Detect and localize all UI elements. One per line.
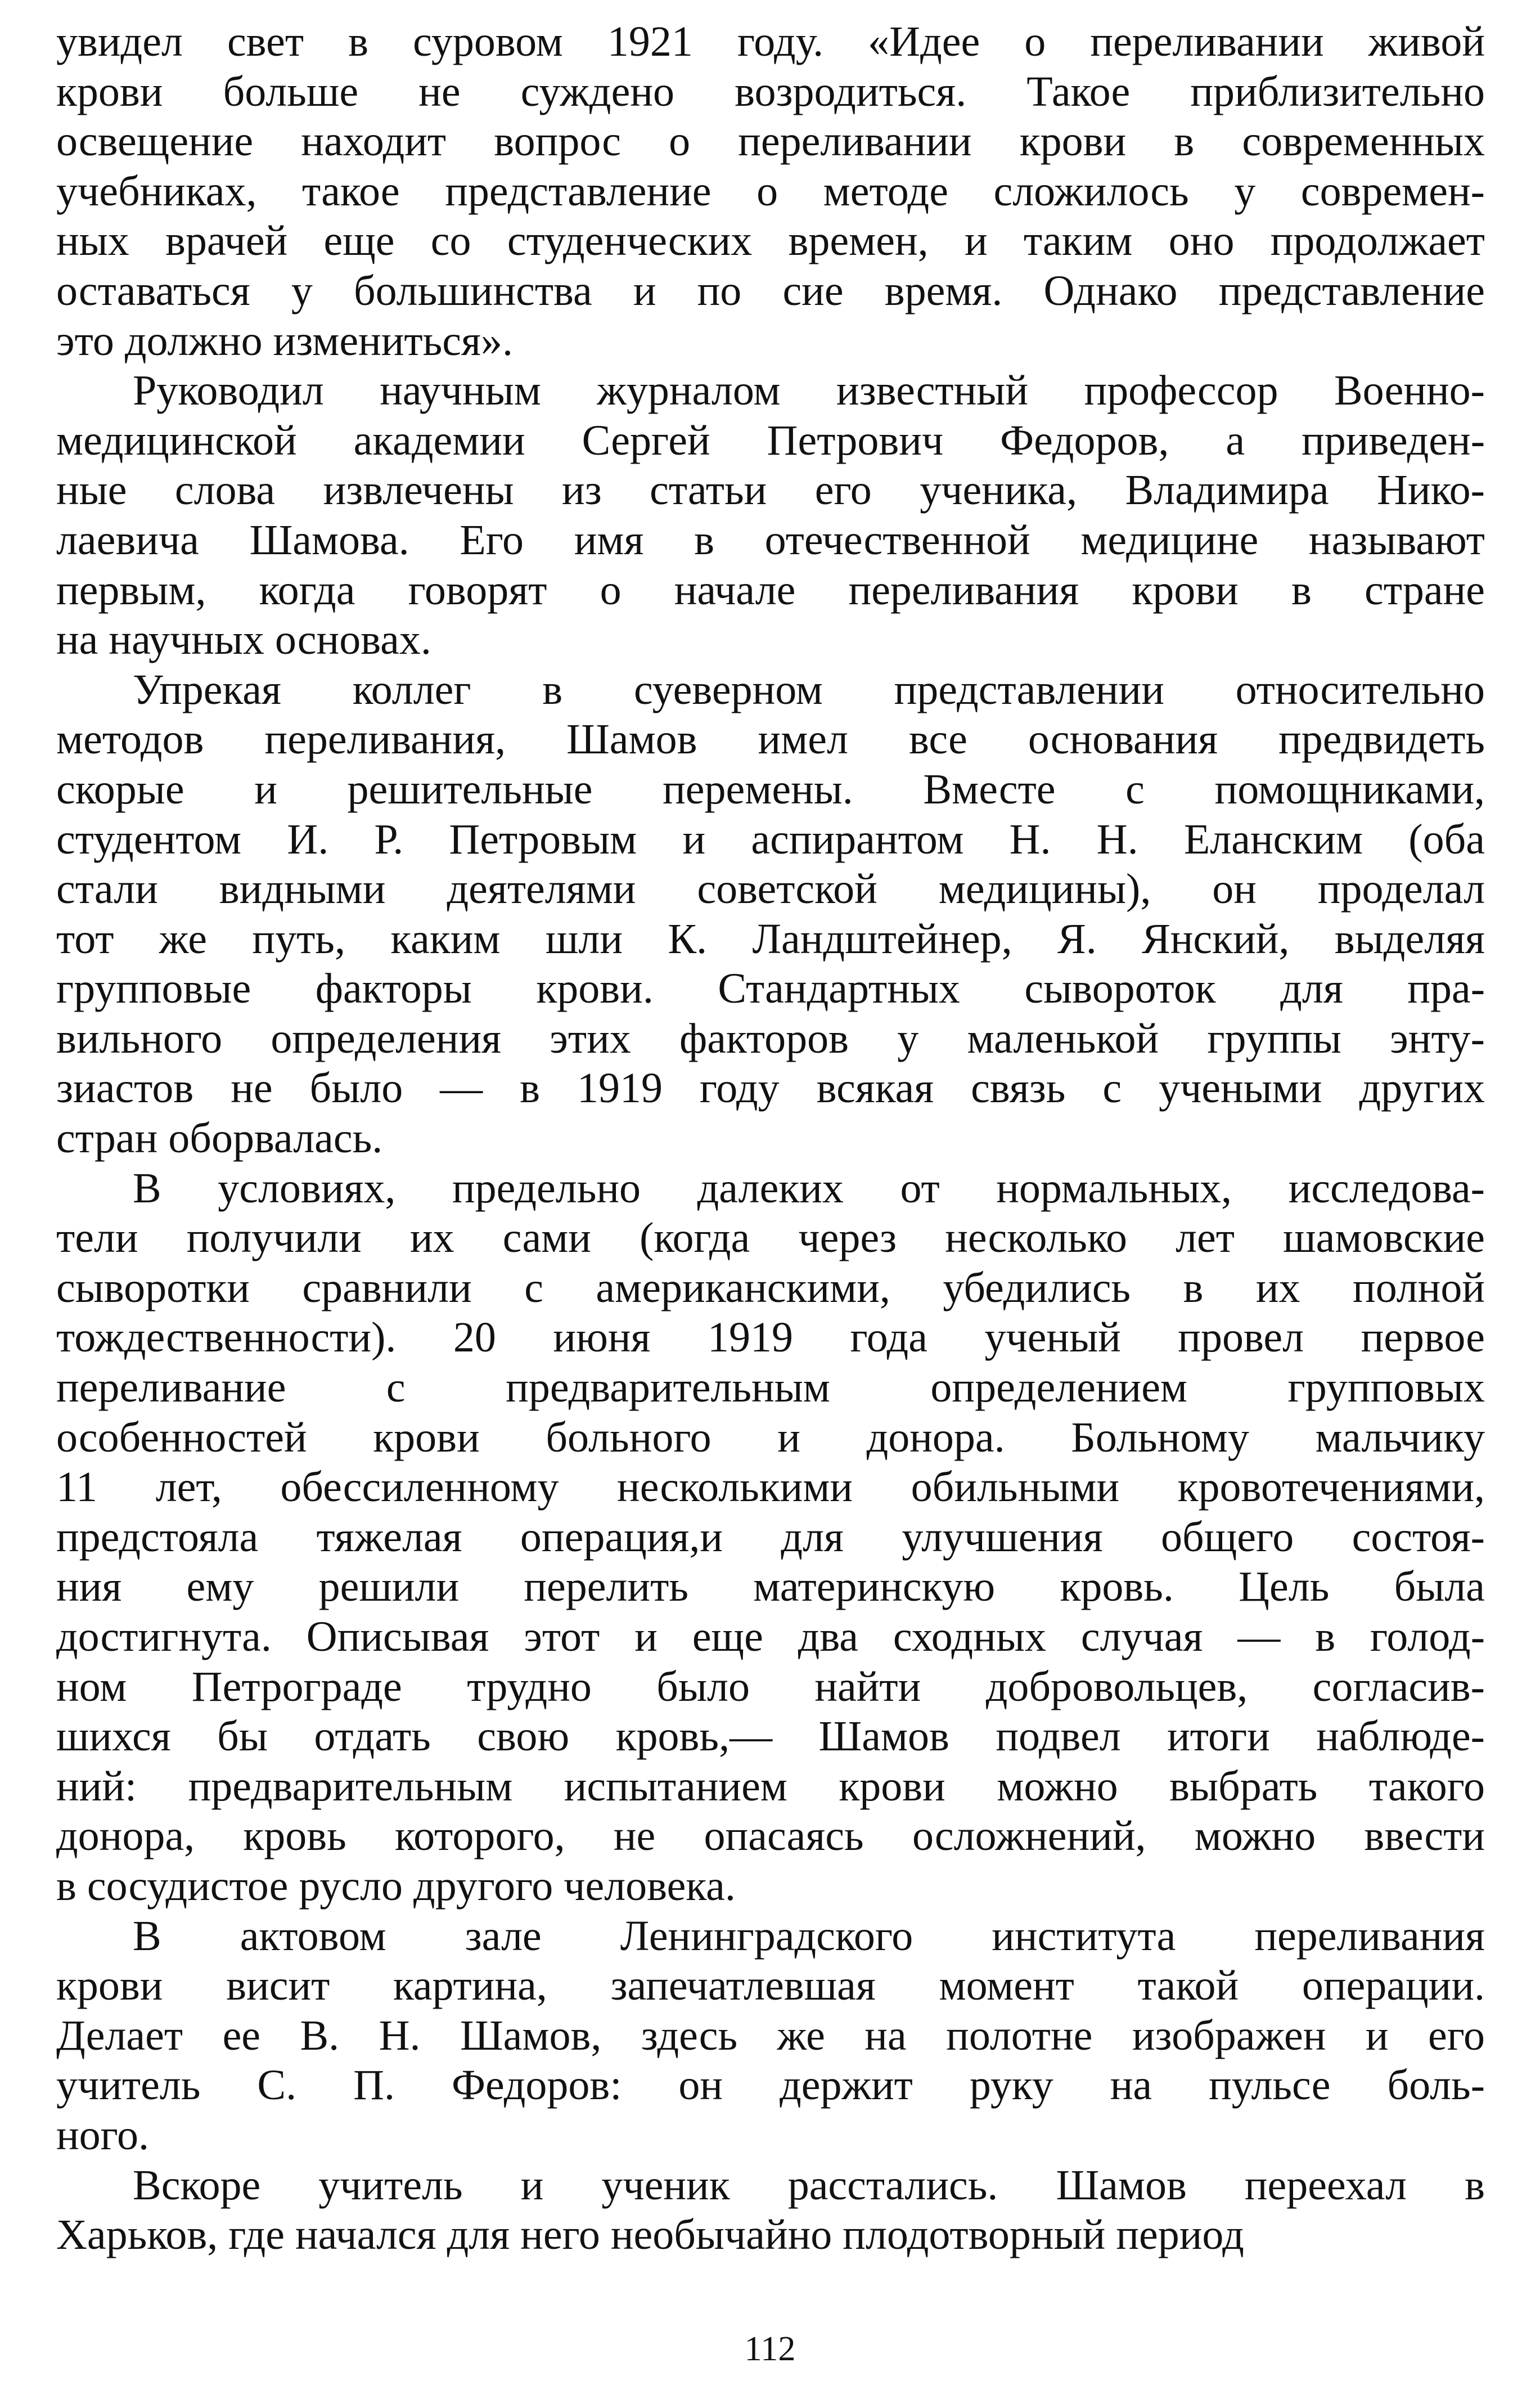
text-line: Руководил научным журналом известный профессор Военно- bbox=[133, 367, 1485, 415]
text-line: ного. bbox=[56, 2111, 149, 2159]
text-line: Харьков, где начался для него необычайно плодотворный период bbox=[56, 2211, 1244, 2259]
body-text bbox=[56, 17, 1485, 2260]
text-line: тот же путь, каким шли К. Ландштейнер, Я. Янский, выделяя bbox=[56, 915, 1485, 963]
text-line: учитель С. П. Федоров: он держит руку на пульсе боль- bbox=[56, 2061, 1485, 2109]
text-line: достигнута. Описывая этот и еще два сходных случая — в голод- bbox=[56, 1613, 1485, 1660]
paragraph bbox=[56, 665, 1485, 1164]
text-line: ных врачей еще со студенческих времен, и таким оно продолжает bbox=[56, 217, 1485, 265]
text-line: это должно измениться». bbox=[56, 317, 513, 365]
text-line: предстояла тяжелая операция,и для улучшения общего состоя- bbox=[56, 1513, 1485, 1561]
text-line: 11 лет, обессиленному несколькими обильными кровотечениями, bbox=[56, 1463, 1485, 1511]
text-line: ные слова извлечены из статьи его ученика, Владимира Нико- bbox=[56, 466, 1485, 514]
text-line: переливание с предварительным определением групповых bbox=[56, 1364, 1485, 1412]
text-line: вильного определения этих факторов у маленькой группы энту- bbox=[56, 1014, 1485, 1062]
text-line: сыворотки сравнили с американскими, убедились в их полной bbox=[56, 1264, 1485, 1311]
text-line: Вскоре учитель и ученик расстались. Шамов переехал в bbox=[133, 2161, 1485, 2209]
text-line: групповые факторы крови. Стандартных сывороток для пра- bbox=[56, 965, 1485, 1013]
text-line: освещение находит вопрос о переливании крови в современных bbox=[56, 118, 1485, 165]
paragraph bbox=[56, 17, 1485, 366]
text-line: Делает ее В. Н. Шамов, здесь же на полотне изображен и его bbox=[56, 2011, 1485, 2059]
paragraph bbox=[56, 1164, 1485, 1911]
text-line: тели получили их сами (когда через несколько лет шамовские bbox=[56, 1214, 1485, 1262]
text-line: увидел свет в суровом 1921 году. «Идее о переливании живой bbox=[56, 18, 1485, 65]
text-line: крови больше не суждено возродиться. Такое приблизительно bbox=[56, 68, 1485, 115]
text-line: учебниках, такое представление о методе сложилось у современ- bbox=[56, 167, 1485, 215]
text-line: В условиях, предельно далеких от нормальных, исследова- bbox=[133, 1164, 1485, 1212]
paragraph bbox=[56, 366, 1485, 665]
text-line: первым, когда говорят о начале переливания крови в стране bbox=[56, 566, 1485, 614]
text-line: особенностей крови больного и донора. Больному мальчику bbox=[56, 1413, 1485, 1461]
text-line: тождественности). 20 июня 1919 года ученый провел первое bbox=[56, 1314, 1485, 1362]
text-line: оставаться у большинства и по сие время. Однако представление bbox=[56, 267, 1485, 315]
text-line: студентом И. Р. Петровым и аспирантом Н. Н. Еланским (оба bbox=[56, 815, 1485, 863]
paragraph bbox=[56, 1911, 1485, 2161]
text-line: шихся бы отдать свою кровь,— Шамов подвел итоги наблюде- bbox=[56, 1713, 1485, 1760]
text-line: ния ему решили перелить материнскую кровь. Цель была bbox=[56, 1563, 1485, 1611]
text-line: лаевича Шамова. Его имя в отечественной медицине называют bbox=[56, 516, 1485, 564]
text-line: методов переливания, Шамов имел все основания предвидеть bbox=[56, 716, 1485, 763]
text-line: медицинской академии Сергей Петрович Федоров, а приведен- bbox=[56, 416, 1485, 464]
page-number: 112 bbox=[744, 2330, 796, 2368]
text-line: стран оборвалась. bbox=[56, 1115, 383, 1162]
text-line: зиастов не было — в 1919 году всякая связь с учеными других bbox=[56, 1065, 1485, 1112]
text-line: в сосудистое русло другого человека. bbox=[56, 1862, 736, 1910]
text-line: стали видными деятелями советской медицины), он проделал bbox=[56, 865, 1485, 913]
text-line: ном Петрограде трудно было найти добровольцев, согласив- bbox=[56, 1663, 1485, 1710]
text-line: крови висит картина, запечатлевшая момент такой операции. bbox=[56, 1962, 1485, 2010]
text-line: на научных основах. bbox=[56, 616, 431, 664]
paragraph bbox=[56, 2161, 1485, 2260]
text-line: В актовом зале Ленинградского института переливания bbox=[133, 1912, 1485, 1960]
text-line: донора, кровь которого, не опасаясь осложнений, можно ввести bbox=[56, 1812, 1485, 1860]
text-line: скорые и решительные перемены. Вместе с помощниками, bbox=[56, 765, 1485, 813]
text-line: Упрекая коллег в суеверном представлении относительно bbox=[133, 666, 1485, 713]
text-line: ний: предварительным испытанием крови можно выбрать такого bbox=[56, 1762, 1485, 1810]
